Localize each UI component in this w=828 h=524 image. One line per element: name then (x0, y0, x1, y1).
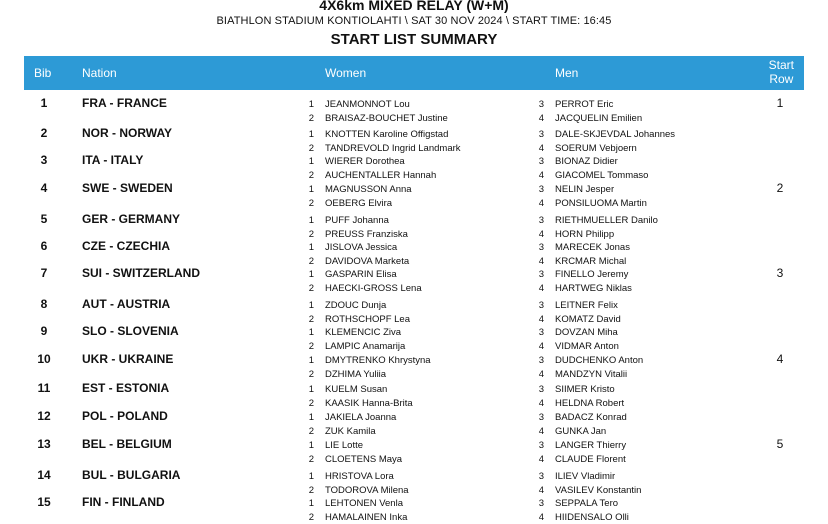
leg-number: 4 (538, 283, 544, 294)
team-nation: AUT - AUSTRIA (82, 297, 171, 311)
woman-athlete: TANDREVOLD Ingrid Landmark (325, 143, 461, 154)
team-nation: UKR - UKRAINE (82, 352, 174, 366)
leg-number: 1 (308, 99, 314, 110)
leg-number: 4 (538, 426, 544, 437)
column-nation: Nation (82, 66, 117, 80)
woman-athlete: JAKIELA Joanna (325, 412, 397, 423)
man-athlete: JACQUELIN Emilien (555, 113, 643, 124)
leg-number: 1 (308, 156, 314, 167)
woman-athlete: CLOETENS Maya (325, 454, 403, 465)
man-athlete: GIACOMEL Tommaso (555, 170, 649, 181)
woman-athlete: BRAISAZ-BOUCHET Justine (325, 113, 448, 124)
leg-number: 2 (308, 454, 314, 465)
man-athlete: GUNKA Jan (555, 426, 607, 437)
woman-athlete: GASPARIN Elisa (325, 269, 397, 280)
man-athlete: MANDZYN Vitalii (555, 369, 628, 380)
team-nation: SLO - SLOVENIA (82, 324, 179, 338)
team-nation: GER - GERMANY (82, 212, 181, 226)
leg-number: 3 (538, 184, 544, 195)
man-athlete: HELDNA Robert (555, 398, 625, 409)
woman-athlete: HAECKI-GROSS Lena (325, 283, 422, 294)
woman-athlete: MAGNUSSON Anna (325, 184, 412, 195)
team-bib: 7 (40, 266, 48, 280)
leg-number: 3 (538, 412, 544, 423)
man-athlete: CLAUDE Florent (555, 454, 626, 465)
team-bib: 11 (37, 381, 51, 395)
woman-athlete: ZUK Kamila (325, 426, 376, 437)
man-athlete: BADACZ Konrad (555, 412, 627, 423)
leg-number: 2 (308, 485, 314, 496)
leg-number: 4 (538, 485, 544, 496)
leg-number: 4 (538, 113, 544, 124)
woman-athlete: LAMPIC Anamarija (325, 341, 406, 352)
leg-number: 3 (538, 215, 544, 226)
race-subtitle: BIATHLON STADIUM KONTIOLAHTI \ SAT 30 NOV 2024 \ START TIME: 16:45 (216, 15, 612, 27)
man-athlete: FINELLO Jeremy (555, 269, 629, 280)
leg-number: 2 (308, 229, 314, 240)
man-athlete: HARTWEG Niklas (555, 283, 632, 294)
woman-athlete: HAMALAINEN Inka (325, 512, 408, 523)
team-nation: BEL - BELGIUM (82, 437, 172, 451)
man-athlete: VASILEV Konstantin (555, 485, 642, 496)
team-bib: 9 (40, 324, 48, 338)
man-athlete: SIIMER Kristo (555, 384, 615, 395)
man-athlete: PONSILUOMA Martin (555, 198, 647, 209)
man-athlete: LANGER Thierry (555, 440, 627, 451)
team-bib: 8 (40, 297, 48, 311)
leg-number: 1 (308, 184, 314, 195)
team-bib: 6 (40, 239, 48, 253)
man-athlete: KRCMAR Michal (555, 256, 627, 267)
team-nation: FIN - FINLAND (82, 495, 165, 509)
column-bib: Bib (34, 66, 52, 80)
woman-athlete: LIE Lotte (325, 440, 364, 451)
leg-number: 2 (308, 170, 314, 181)
leg-number: 4 (538, 256, 544, 267)
man-athlete: ILIEV Vladimir (555, 471, 616, 482)
leg-number: 1 (308, 355, 314, 366)
team-bib: 10 (37, 352, 51, 366)
woman-athlete: ZDOUC Dunja (325, 300, 387, 311)
woman-athlete: DAVIDOVA Marketa (325, 256, 410, 267)
woman-athlete: TODOROVA Milena (325, 485, 409, 496)
column-women: Women (325, 66, 367, 80)
team-bib: 13 (37, 437, 51, 451)
leg-number: 3 (538, 156, 544, 167)
woman-athlete: DZHIMA Yuliia (325, 369, 387, 380)
leg-number: 3 (538, 129, 544, 140)
woman-athlete: OEBERG Elvira (325, 198, 393, 209)
column-start-row-line2: Row (769, 72, 794, 86)
man-athlete: VIDMAR Anton (555, 341, 619, 352)
leg-number: 3 (538, 498, 544, 509)
team-nation: SUI - SWITZERLAND (82, 266, 200, 280)
woman-athlete: HRISTOVA Lora (325, 471, 394, 482)
team-nation: BUL - BULGARIA (82, 468, 181, 482)
woman-athlete: JISLOVA Jessica (325, 242, 398, 253)
team-nation: CZE - CZECHIA (82, 239, 170, 253)
leg-number: 4 (538, 143, 544, 154)
leg-number: 1 (308, 215, 314, 226)
woman-athlete: AUCHENTALLER Hannah (325, 170, 437, 181)
leg-number: 4 (538, 229, 544, 240)
leg-number: 4 (538, 198, 544, 209)
man-athlete: HIIDENSALO Olli (555, 512, 629, 523)
team-bib: 5 (40, 212, 48, 226)
man-athlete: RIETHMUELLER Danilo (555, 215, 658, 226)
leg-number: 2 (308, 113, 314, 124)
woman-athlete: WIERER Dorothea (325, 156, 405, 167)
leg-number: 2 (308, 283, 314, 294)
man-athlete: HORN Philipp (555, 229, 615, 240)
leg-number: 4 (538, 512, 544, 523)
woman-athlete: PREUSS Franziska (325, 229, 408, 240)
leg-number: 2 (308, 143, 314, 154)
leg-number: 4 (538, 314, 544, 325)
document-heading: START LIST SUMMARY (330, 31, 498, 48)
man-athlete: NELIN Jesper (555, 184, 615, 195)
man-athlete: DALE-SKJEVDAL Johannes (555, 129, 676, 140)
leg-number: 2 (308, 198, 314, 209)
team-bib: 14 (37, 468, 51, 482)
leg-number: 3 (538, 327, 544, 338)
team-nation: NOR - NORWAY (82, 126, 173, 140)
leg-number: 4 (538, 398, 544, 409)
man-athlete: LEITNER Felix (555, 300, 618, 311)
leg-number: 2 (308, 398, 314, 409)
team-bib: 4 (40, 181, 48, 195)
leg-number: 2 (308, 512, 314, 523)
leg-number: 1 (308, 129, 314, 140)
leg-number: 1 (308, 384, 314, 395)
leg-number: 4 (538, 369, 544, 380)
team-start-row: 2 (776, 181, 784, 195)
team-start-row: 3 (776, 266, 784, 280)
leg-number: 2 (308, 369, 314, 380)
leg-number: 2 (308, 256, 314, 267)
leg-number: 3 (538, 440, 544, 451)
leg-number: 4 (538, 170, 544, 181)
team-bib: 1 (40, 96, 48, 110)
leg-number: 3 (538, 384, 544, 395)
team-nation: FRA - FRANCE (82, 96, 167, 110)
leg-number: 4 (538, 454, 544, 465)
leg-number: 3 (538, 471, 544, 482)
woman-athlete: KLEMENCIC Ziva (325, 327, 402, 338)
leg-number: 1 (308, 300, 314, 311)
team-nation: ITA - ITALY (82, 153, 144, 167)
leg-number: 3 (538, 242, 544, 253)
woman-athlete: DMYTRENKO Khrystyna (325, 355, 431, 366)
team-start-row: 1 (776, 96, 784, 110)
leg-number: 2 (308, 314, 314, 325)
leg-number: 3 (538, 300, 544, 311)
team-bib: 12 (37, 409, 51, 423)
leg-number: 1 (308, 412, 314, 423)
column-men: Men (555, 66, 579, 80)
team-start-row: 4 (776, 352, 784, 366)
leg-number: 1 (308, 269, 314, 280)
man-athlete: DOVZAN Miha (555, 327, 618, 338)
man-athlete: DUDCHENKO Anton (555, 355, 644, 366)
leg-number: 3 (538, 99, 544, 110)
leg-number: 2 (308, 426, 314, 437)
leg-number: 3 (538, 355, 544, 366)
leg-number: 2 (308, 341, 314, 352)
leg-number: 1 (308, 327, 314, 338)
leg-number: 3 (538, 269, 544, 280)
leg-number: 1 (308, 498, 314, 509)
woman-athlete: KUELM Susan (325, 384, 388, 395)
woman-athlete: JEANMONNOT Lou (325, 99, 410, 110)
man-athlete: SEPPALA Tero (555, 498, 619, 509)
leg-number: 4 (538, 341, 544, 352)
man-athlete: SOERUM Vebjoern (555, 143, 637, 154)
woman-athlete: LEHTONEN Venla (325, 498, 403, 509)
man-athlete: PERROT Eric (555, 99, 614, 110)
team-bib: 15 (37, 495, 51, 509)
woman-athlete: ROTHSCHOPF Lea (325, 314, 410, 325)
team-bib: 2 (40, 126, 48, 140)
race-title: 4X6km MIXED RELAY (W+M) (319, 0, 509, 13)
column-start-row-line1: Start (768, 58, 794, 72)
man-athlete: MARECEK Jonas (555, 242, 630, 253)
team-nation: POL - POLAND (82, 409, 168, 423)
team-start-row: 5 (776, 437, 784, 451)
woman-athlete: PUFF Johanna (325, 215, 389, 226)
man-athlete: BIONAZ Didier (555, 156, 618, 167)
leg-number: 1 (308, 440, 314, 451)
leg-number: 1 (308, 471, 314, 482)
leg-number: 1 (308, 242, 314, 253)
woman-athlete: KAASIK Hanna-Brita (325, 398, 413, 409)
team-bib: 3 (40, 153, 48, 167)
man-athlete: KOMATZ David (555, 314, 621, 325)
team-nation: SWE - SWEDEN (82, 181, 173, 195)
team-nation: EST - ESTONIA (82, 381, 170, 395)
woman-athlete: KNOTTEN Karoline Offigstad (325, 129, 449, 140)
